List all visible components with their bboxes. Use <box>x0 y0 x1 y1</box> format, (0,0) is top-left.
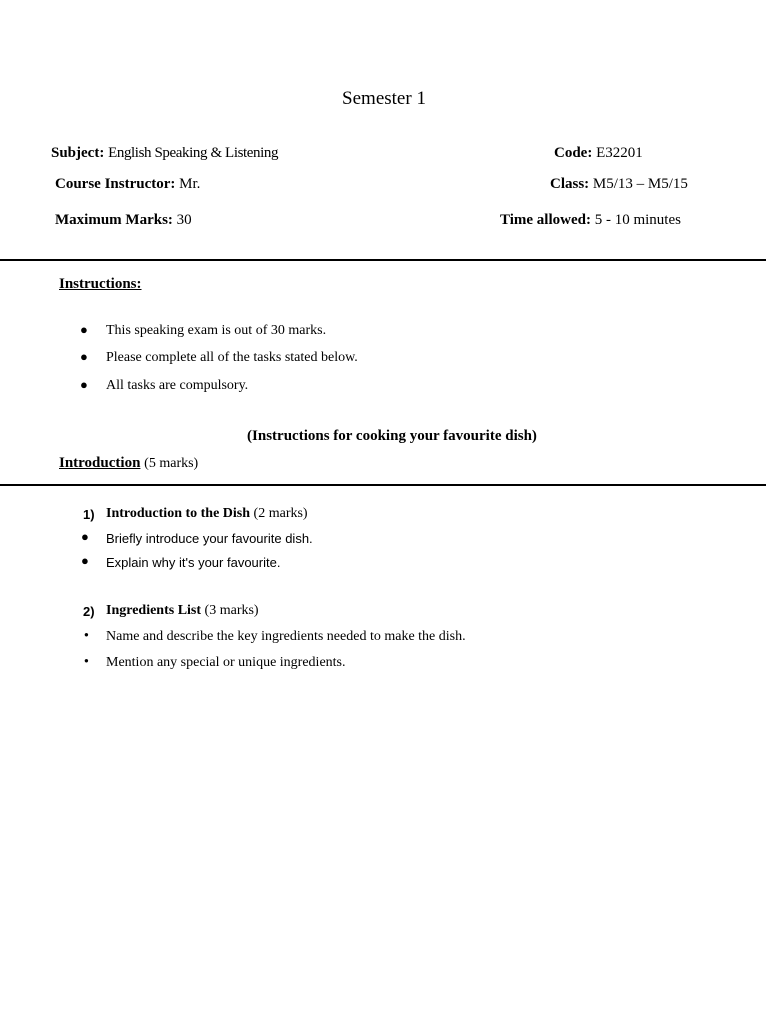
task-heading <box>106 506 308 522</box>
section-title: Introduction <box>59 455 141 471</box>
class-line <box>550 176 688 193</box>
section-divider <box>0 484 766 486</box>
task-marks: (2 marks) <box>253 506 308 521</box>
bullet-icon: ● <box>80 322 88 337</box>
class-label: Class: <box>550 176 590 192</box>
task-title: (Instructions for cooking your favourite dish) <box>247 428 537 444</box>
instructions-heading: Instructions: <box>59 276 142 292</box>
task-point: Explain why it's your favourite. <box>106 555 281 570</box>
bullet-icon: ● <box>80 377 88 392</box>
marks-line <box>55 212 192 229</box>
bullet-icon: ● <box>80 349 88 364</box>
task-title: Ingredients List <box>106 603 202 618</box>
subject-value: English Speaking & Listening <box>108 145 279 161</box>
instruction-item: Please complete all of the tasks stated below. <box>106 350 358 365</box>
bullet-icon: ● <box>84 630 89 639</box>
subject-label: Subject: <box>51 145 105 161</box>
section-heading <box>59 455 198 472</box>
time-label: Time allowed: <box>500 212 591 228</box>
instructor-value: Mr. <box>179 176 201 192</box>
bullet-icon: ● <box>84 656 89 665</box>
task-point: Briefly introduce your favourite dish. <box>106 531 313 546</box>
instruction-item: This speaking exam is out of 30 marks. <box>106 323 327 338</box>
instruction-item: All tasks are compulsory. <box>106 378 249 393</box>
section-marks: (5 marks) <box>144 456 199 471</box>
subject-line <box>51 145 278 162</box>
task-point: Mention any special or unique ingredients. <box>106 655 346 670</box>
task-point: Name and describe the key ingredients needed to make the dish. <box>106 629 466 644</box>
time-value: 5 - 10 minutes <box>594 212 681 228</box>
instructor-label: Course Instructor: <box>55 176 176 192</box>
task-number: 1) <box>83 507 95 522</box>
marks-value: 30 <box>176 212 192 228</box>
task-heading <box>106 603 259 619</box>
marks-label: Maximum Marks: <box>55 212 173 228</box>
code-label: Code: <box>554 145 593 161</box>
instructor-line <box>55 176 200 193</box>
class-value: M5/13 – M5/15 <box>592 176 688 192</box>
code-line <box>554 145 643 162</box>
bullet-icon: ● <box>81 529 89 544</box>
code-value: E32201 <box>596 145 643 161</box>
task-marks: (3 marks) <box>204 603 259 618</box>
bullet-icon: ● <box>81 553 89 568</box>
time-line <box>500 212 681 229</box>
task-title: Introduction to the Dish <box>106 506 251 521</box>
page-title: Semester 1 <box>342 88 426 109</box>
header-divider <box>0 259 766 261</box>
task-number: 2) <box>83 604 95 619</box>
